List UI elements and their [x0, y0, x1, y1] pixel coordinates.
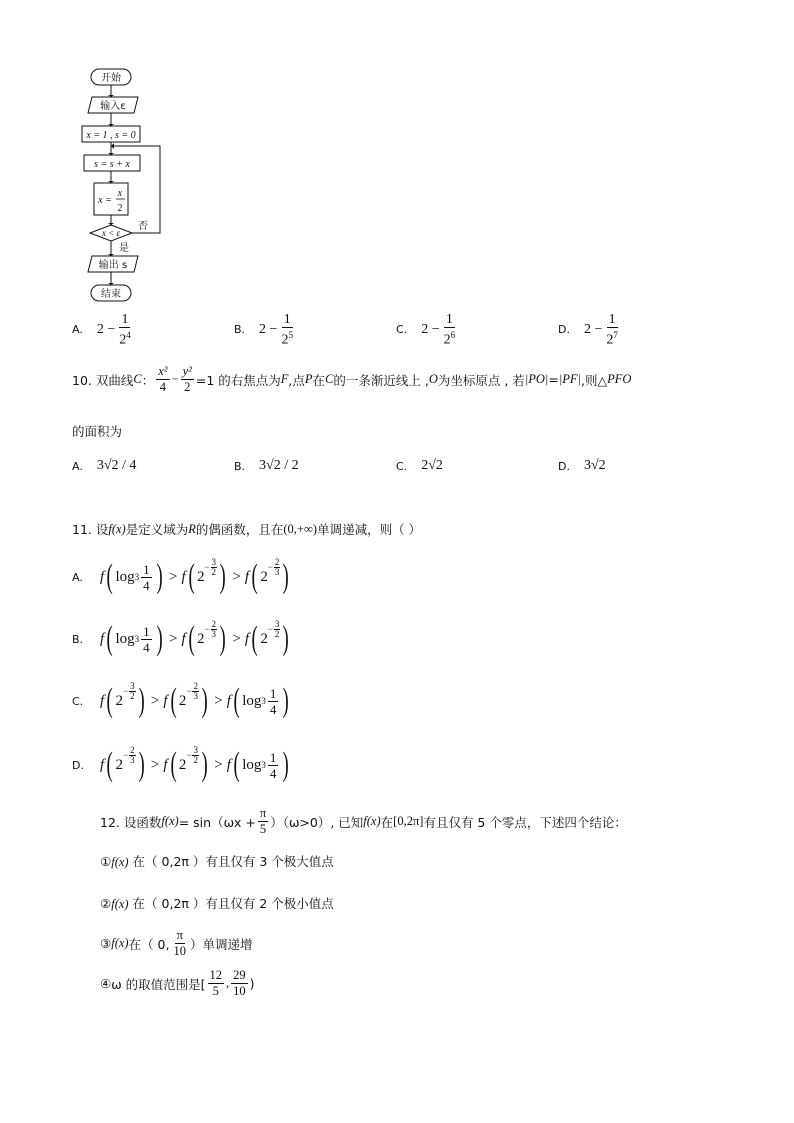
q12-c1-fx: f(x): [111, 855, 129, 869]
q10-y2: y²: [182, 364, 192, 378]
q11-option-c-term-3-log: log: [242, 692, 262, 709]
q11-option-c-term-1-neg: −: [123, 686, 129, 696]
q12-text-2: 在: [380, 814, 394, 830]
q12-c3-text-b: ）单调递增: [189, 936, 253, 952]
q11-option-d-term-3-log: log: [242, 756, 262, 773]
q11-option-b-term-1-log: log: [115, 630, 135, 647]
q10-two: 2: [184, 380, 191, 394]
q12-conclusion-1: [100, 852, 334, 870]
q11-option-d-term-1-neg: −: [123, 750, 129, 760]
q12-conclusion-4: [100, 968, 255, 999]
q12-interval: [0,2π]: [393, 814, 424, 828]
q9-option-c-label: C.: [396, 323, 408, 337]
q10-option-b-value: 3√2 / 2: [259, 458, 299, 473]
flowchart-update-num: x: [117, 188, 123, 199]
q10-origin: O: [428, 372, 438, 386]
q12-c4-mark: ④: [100, 976, 112, 991]
q12-c4-n1: 12: [209, 968, 223, 982]
q11-option-b-term-3-base: 2: [260, 630, 268, 647]
q10-options: [72, 458, 720, 474]
q11-option-c-term-2-exp-den: 3: [193, 690, 198, 701]
q11-option-a[interactable]: A. f ( log 3 $\frac{1}{4}$ ) > f ( 2 − $\frac{3}{2}$ ) > f ( 2 − $\frac{2}{3}$ ): [72, 556, 290, 595]
q11-option-b-term-3-f: f: [244, 630, 250, 647]
q11-option-a-term-2-exp-den: 2: [211, 566, 217, 577]
q12-c3-den: 10: [173, 944, 186, 958]
q10-focus: F: [280, 372, 289, 386]
q11-interval: (0,+∞): [283, 521, 318, 536]
q10-four: 4: [159, 380, 166, 394]
q9-option-d-num: 1: [608, 312, 616, 327]
q10-text-1: =1 的右焦点为: [195, 372, 281, 388]
q11-option-b-term-1-log-base: 3: [134, 634, 140, 644]
q10-abs-pf: |PF|: [558, 372, 581, 386]
q11-option-a-term-1-num: 1: [143, 561, 150, 577]
q11-domain: R: [188, 521, 196, 536]
q11-option-b-term-3-exp-num: 3: [274, 618, 280, 629]
q10-text-3: 在: [312, 372, 326, 388]
q12-conclusion-2: [100, 894, 334, 912]
q11-option-a-term-3-f: f: [244, 568, 250, 585]
q11-option-c-term-2-neg: −: [186, 686, 192, 696]
q10-option-c[interactable]: [396, 458, 558, 474]
q11-function: f(x): [108, 521, 126, 536]
q12-c1-mark: ①: [100, 854, 112, 869]
q9-option-a-base: 2 −: [96, 321, 116, 337]
q11-option-d-term-2-exp-den: 2: [193, 754, 198, 765]
q11-option-c-gt-2: >: [214, 692, 223, 709]
q12-c2-text: 在（ 0,2π ）有且仅有 2 个极小值点: [128, 896, 334, 911]
q12-c4-n2: 29: [233, 968, 246, 982]
q11-option-d-term-2-neg: −: [186, 750, 192, 760]
q11-option-a-term-3-exp-num: 2: [274, 556, 280, 567]
q9-option-b-num: 1: [283, 312, 291, 327]
q10-option-b[interactable]: [234, 458, 396, 474]
q10-equals: =: [548, 372, 559, 387]
q11-text-3: 单调递减，则（ ）: [317, 522, 422, 537]
q11-option-a-term-2-f: f: [181, 568, 186, 585]
q12-stem: [100, 806, 627, 837]
q11-option-c-term-3-den: 4: [269, 701, 277, 717]
flowchart-end-label: 结束: [101, 289, 121, 300]
q11-option-a-term-2-exp-num: 3: [211, 556, 217, 567]
q11-option-c-gt-1: >: [150, 692, 160, 709]
q11-option-c-term-1-base: 2: [115, 692, 123, 709]
q12-c4-comma: ,: [226, 976, 230, 990]
q11-option-c-term-2-f: f: [163, 692, 168, 709]
flowchart-yes-label: 是: [119, 243, 129, 254]
q9-option-d-exp: 7: [613, 330, 618, 340]
q10-curve-name-2: C: [325, 372, 334, 386]
q12-c4-d2: 10: [233, 984, 246, 998]
q9-option-a[interactable]: [72, 312, 234, 348]
q11-text-2: 的偶函数，且在: [195, 522, 284, 537]
q11-option-d-term-3-den: 4: [269, 765, 277, 781]
q10-curve-name: C: [133, 372, 142, 386]
q12-c3-fx: f(x): [111, 936, 129, 950]
q11-option-a-gt-1: >: [169, 568, 178, 585]
q11-option-d-label: D.: [72, 758, 84, 772]
q11-option-b-term-2-exp-den: 3: [211, 628, 217, 639]
q10-number: 10. 双曲线: [72, 372, 134, 388]
q9-option-c-base: 2 −: [421, 321, 440, 337]
q11-option-a-term-2-neg: −: [204, 562, 210, 572]
q10-minus: −: [171, 372, 179, 386]
q11-option-b-term-2-exp-num: 2: [211, 618, 217, 629]
q9-option-b-label: B.: [234, 323, 246, 337]
q10-stem: [72, 364, 631, 395]
q11-option-b-term-2-neg: −: [204, 624, 210, 634]
q10-option-a-value: 3√2 / 4: [96, 458, 137, 473]
q11-option-a-term-1-log: log: [115, 568, 135, 585]
q11-option-b-gt-1: >: [169, 630, 178, 647]
q12-text-1: ）（ω>0）, 已知: [270, 814, 364, 830]
q11-option-b-gt-2: >: [232, 630, 241, 647]
q10-option-c-value: 2√2: [421, 458, 443, 473]
flowchart-output-label: 输出 s: [98, 260, 128, 271]
q11-option-c-term-3-f: f: [226, 692, 231, 709]
q11-option-d-gt-1: >: [150, 756, 160, 773]
q9-option-a-label: A.: [72, 323, 83, 337]
q10-abs-po: |PO|: [524, 372, 549, 386]
q12-c3-mark: ③: [100, 936, 112, 951]
flowchart-condition-label: x < ε: [101, 228, 121, 238]
q10-option-a[interactable]: [72, 458, 234, 474]
q11-option-d-term-1-exp-num: 2: [130, 744, 135, 755]
q11-option-d-term-1-base: 2: [115, 756, 123, 773]
q9-option-d-base: 2 −: [583, 321, 603, 337]
q11-option-a-term-1-f: f: [100, 568, 105, 585]
q11-option-b-term-2-base: 2: [196, 630, 205, 647]
q9-options: [72, 312, 720, 348]
q11-option-a-label: A.: [72, 570, 83, 584]
q9-option-d-label: D.: [558, 323, 570, 337]
q11-option-c-term-3-log-base: 3: [261, 696, 266, 706]
q9-option-b-base: 2 −: [259, 321, 278, 337]
q9-option-a-den: 2: [119, 332, 127, 348]
q12-c1-text: 在（ 0,2π ）有且仅有 3 个极大值点: [128, 854, 334, 869]
q10-text-2: ,点: [288, 372, 305, 388]
q12-function-2: f(x): [363, 814, 381, 828]
q9-option-c-num: 1: [445, 312, 453, 327]
q10-option-d-label: D.: [558, 459, 570, 473]
q10-option-d-value: 3√2: [583, 458, 606, 473]
q10-text-5: 为坐标原点 , 若: [437, 372, 525, 388]
q11-option-c-term-2-base: 2: [178, 692, 187, 709]
q12-c3-text-a: 在（ 0,: [128, 936, 170, 952]
q11-option-b-term-3-exp-den: 2: [274, 628, 280, 639]
q11-number: 11. 设: [72, 522, 109, 537]
q12-conclusion-3: [100, 928, 253, 959]
q11-option-d-term-1-exp-den: 3: [130, 754, 135, 765]
q10-option-d[interactable]: [558, 458, 720, 474]
q11-option-d-term-2-base: 2: [178, 756, 187, 773]
q11-option-c[interactable]: C. f ( 2 − $\frac{3}{2}$ ) > f ( 2 − $\frac{2}{3}$ ) > f ( log 3 $\frac{1}{4}$ ): [72, 680, 290, 719]
q12-five: 5: [259, 822, 267, 836]
q9-option-a-exp: 4: [126, 330, 131, 340]
q12-pi: π: [259, 806, 267, 820]
q12-c4-end: ): [249, 976, 255, 991]
q9-option-b[interactable]: [234, 312, 396, 348]
q10-option-c-label: C.: [396, 459, 408, 473]
q9-option-a-num: 1: [121, 312, 129, 327]
q12-c4-d1: 5: [212, 984, 219, 998]
q11-option-b-term-1-den: 4: [143, 639, 150, 655]
q11-option-c-term-2-exp-num: 2: [193, 680, 198, 691]
flowchart-start-label: 开始: [101, 73, 121, 84]
q11-option-b-term-1-num: 1: [143, 623, 150, 639]
q12-function: f(x): [161, 814, 179, 828]
q11-option-d-gt-2: >: [214, 756, 223, 773]
q12-equation: = sin（ωx +: [178, 814, 256, 830]
q10-point-p: P: [304, 372, 313, 386]
q9-option-b-den: 2: [281, 332, 289, 348]
q11-option-b-term-1-f: f: [100, 630, 105, 647]
q9-option-d-den: 2: [606, 332, 614, 348]
q11-option-a-term-2-base: 2: [196, 568, 205, 585]
q11-stem: [72, 520, 421, 538]
q11-option-c-term-1-exp-num: 3: [130, 680, 135, 691]
q11-option-a-term-1-log-base: 3: [134, 572, 140, 582]
q12-text-3: 有且仅有 5 个零点，下述四个结论：: [423, 814, 627, 830]
q10-x2: x²: [158, 364, 168, 378]
q11-option-a-term-1-den: 4: [143, 577, 150, 593]
q11-option-d-term-2-f: f: [163, 756, 168, 773]
q10-text-4: 的一条渐近线上 ,: [333, 372, 429, 388]
q9-option-b-exp: 5: [288, 330, 293, 340]
q11-option-b-label: B.: [72, 632, 84, 646]
q12-c2-mark: ②: [100, 896, 112, 911]
flowchart-init-label: x = 1 , s = 0: [86, 130, 136, 141]
q11-option-a-gt-2: >: [232, 568, 241, 585]
q11-option-b[interactable]: B. f ( log 3 $\frac{1}{4}$ ) > f ( 2 − $\frac{2}{3}$ ) > f ( 2 − $\frac{3}{2}$ ): [72, 618, 290, 657]
q10-option-a-label: A.: [72, 459, 83, 473]
q11-option-d-term-3-num: 1: [269, 749, 277, 765]
q10-stem-line2: 的面积为: [72, 424, 123, 439]
q11-option-a-term-3-exp-den: 3: [274, 566, 280, 577]
q12-c4-text: ω 的取值范围是[: [111, 976, 206, 992]
q12-number: 12. 设函数: [100, 814, 162, 830]
q10-colon: ：: [141, 372, 155, 388]
q9-option-d[interactable]: [558, 312, 720, 348]
q12-c2-fx: f(x): [111, 897, 129, 911]
q11-option-a-term-3-neg: −: [267, 562, 273, 572]
q10-option-b-label: B.: [234, 459, 246, 473]
q11-option-c-term-1-f: f: [100, 692, 105, 709]
q10-triangle: PFO: [607, 372, 632, 386]
flowchart-no-label: 否: [138, 221, 148, 232]
q9-option-c-den: 2: [443, 332, 451, 348]
flowchart-sum-label: s = s + x: [94, 159, 130, 170]
q12-c3-pi: π: [176, 928, 183, 942]
q11-option-c-label: C.: [72, 694, 84, 708]
q9-option-c[interactable]: [396, 312, 558, 348]
flowchart-update-den: 2: [117, 203, 123, 214]
q11-option-c-term-1-exp-den: 2: [130, 690, 135, 701]
q11-option-c-term-3-num: 1: [269, 685, 277, 701]
q11-option-b-term-2-f: f: [181, 630, 186, 647]
q11-option-b-term-3-neg: −: [267, 624, 273, 634]
q10-text-6: ,则△: [581, 372, 608, 388]
q11-option-d[interactable]: D. f ( 2 − $\frac{2}{3}$ ) > f ( 2 − $\frac{3}{2}$ ) > f ( log 3 $\frac{1}{4}$ ): [72, 744, 290, 783]
q11-option-a-term-3-base: 2: [260, 568, 268, 585]
q11-option-d-term-1-f: f: [100, 756, 105, 773]
q11-option-d-term-2-exp-num: 3: [193, 744, 198, 755]
flowchart-input-label: 输入ε: [100, 101, 126, 112]
q11-option-d-term-3-log-base: 3: [261, 760, 266, 770]
q9-option-c-exp: 6: [450, 330, 456, 340]
q11-text-1: 是定义域为: [125, 522, 189, 537]
q11-option-d-term-3-f: f: [226, 756, 231, 773]
flowchart-update-lhs: x =: [98, 195, 112, 206]
